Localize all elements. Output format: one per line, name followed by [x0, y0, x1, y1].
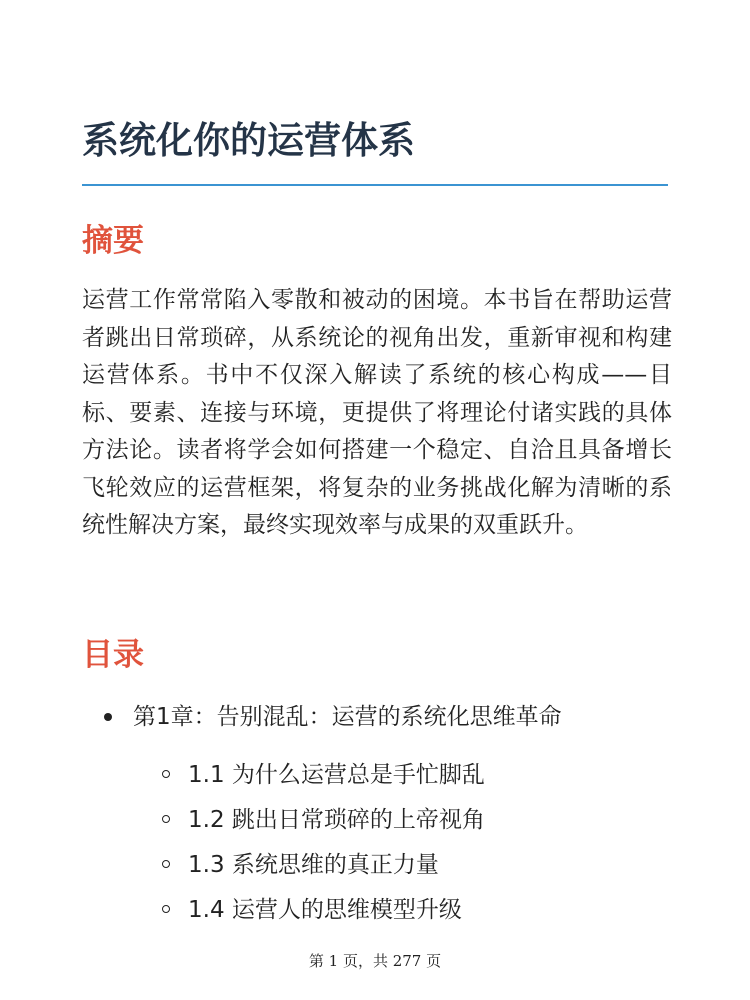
toc-section-item[interactable]	[162, 758, 682, 803]
abstract-paragraph: 运营工作常常陷入零散和被动的困境。本书旨在帮助运营者跳出日常琐碎，从系统论的视角出发，重新审视和构建运营体系。书中不仅深入解读了系统的核心构成——目标、要素、连接与环境，更提供了将理论付诸实践的具体方法论。读者将学会如何搭建一个稳定、自洽且具备增长飞轮效应的运营框架，将复杂的业务挑战化解为清晰的系统性解决方案，最终实现效率与成果的双重跃升。	[82, 287, 672, 538]
toc-heading: 目录	[82, 637, 144, 673]
bullet-circle-icon	[162, 905, 170, 913]
bullet-circle-icon	[162, 815, 170, 823]
toc-chapter-item[interactable]	[110, 700, 562, 734]
toc-section-label: 1.1 为什么运营总是手忙脚乱	[188, 762, 485, 788]
abstract-heading: 摘要	[82, 223, 144, 259]
toc-chapter-label: 第1章：告别混乱：运营的系统化思维革命	[133, 704, 562, 730]
toc-section-label: 1.2 跳出日常琐碎的上帝视角	[188, 807, 485, 833]
toc-section-item[interactable]	[162, 848, 682, 893]
bullet-disc-icon	[104, 713, 112, 721]
toc-section-list	[162, 758, 682, 938]
bullet-circle-icon	[162, 860, 170, 868]
toc-section-item[interactable]	[162, 803, 682, 848]
title-divider	[82, 184, 668, 186]
page-number-footer: 第 1 页，共 277 页	[308, 952, 442, 970]
toc-section-label: 1.3 系统思维的真正力量	[188, 852, 439, 878]
bullet-circle-icon	[162, 770, 170, 778]
toc-section-item[interactable]	[162, 893, 682, 938]
book-title: 系统化你的运营体系	[82, 119, 415, 162]
toc-section-label: 1.4 运营人的思维模型升级	[188, 897, 462, 923]
